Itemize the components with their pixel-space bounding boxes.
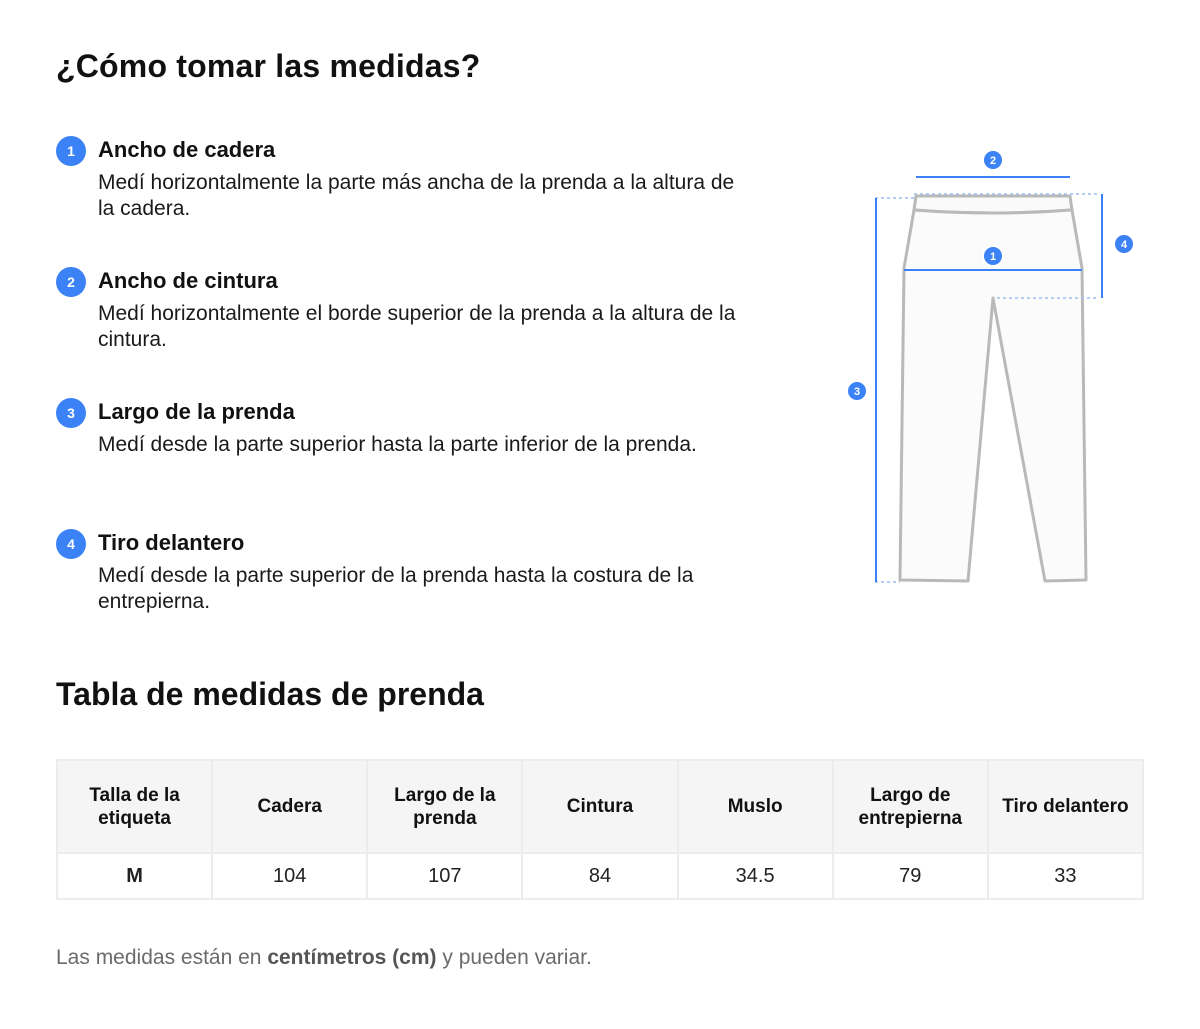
column-header-label-size: Talla de la etiqueta bbox=[57, 760, 212, 853]
marker-waist-width bbox=[983, 150, 1003, 170]
size-table bbox=[56, 759, 1144, 900]
step-description: Medí desde la parte superior de la prenda hasta la costura de la entrepierna. bbox=[98, 564, 694, 613]
table-row bbox=[57, 853, 1143, 899]
step-garment-length bbox=[56, 398, 746, 529]
marker-front-rise bbox=[1114, 234, 1134, 254]
step-number-badge: 2 bbox=[56, 267, 86, 297]
step-hip-width bbox=[56, 136, 746, 267]
column-header-waist: Cintura bbox=[522, 760, 677, 853]
table-cell: 107 bbox=[367, 853, 522, 899]
footnote-suffix: y pueden variar. bbox=[436, 946, 592, 969]
step-description: Medí horizontalmente el borde superior de la prenda a la altura de la cintura. bbox=[98, 302, 736, 351]
column-header-hip: Cadera bbox=[212, 760, 367, 853]
step-number-badge: 4 bbox=[56, 529, 86, 559]
page-title: ¿Cómo tomar las medidas? bbox=[56, 48, 481, 84]
step-title: Ancho de cintura bbox=[98, 268, 278, 293]
step-number-badge: 3 bbox=[56, 398, 86, 428]
pants-measurement-diagram bbox=[830, 140, 1150, 600]
measurement-steps bbox=[56, 136, 746, 660]
step-number-badge: 1 bbox=[56, 136, 86, 166]
svg-text:2: 2 bbox=[989, 155, 997, 167]
units-footnote bbox=[56, 946, 592, 970]
column-header-inseam: Largo de entrepierna bbox=[833, 760, 988, 853]
step-waist-width bbox=[56, 267, 746, 398]
step-front-rise bbox=[56, 529, 746, 660]
marker-hip-width bbox=[983, 246, 1003, 266]
svg-text:3: 3 bbox=[853, 386, 861, 398]
table-cell: 84 bbox=[522, 853, 677, 899]
table-title: Tabla de medidas de prenda bbox=[56, 676, 484, 712]
column-header-front-rise: Tiro delantero bbox=[988, 760, 1143, 853]
step-title: Largo de la prenda bbox=[98, 399, 295, 424]
column-header-length: Largo de la prenda bbox=[367, 760, 522, 853]
table-cell-size: M bbox=[57, 853, 212, 899]
footnote-units: centímetros (cm) bbox=[267, 946, 437, 969]
table-cell: 79 bbox=[833, 853, 988, 899]
table-cell: 33 bbox=[988, 853, 1143, 899]
table-header-row bbox=[57, 760, 1143, 853]
footnote-prefix: Las medidas están en bbox=[56, 946, 268, 969]
column-header-thigh: Muslo bbox=[678, 760, 833, 853]
step-title: Tiro delantero bbox=[98, 530, 245, 555]
marker-garment-length bbox=[847, 381, 867, 401]
step-description: Medí horizontalmente la parte más ancha de la prenda a la altura de la cadera. bbox=[98, 171, 735, 220]
step-description: Medí desde la parte superior hasta la parte inferior de la prenda. bbox=[98, 433, 697, 456]
svg-text:1: 1 bbox=[989, 251, 997, 263]
step-title: Ancho de cadera bbox=[98, 137, 276, 162]
svg-text:4: 4 bbox=[1120, 239, 1128, 251]
table-cell: 34.5 bbox=[678, 853, 833, 899]
table-cell: 104 bbox=[212, 853, 367, 899]
